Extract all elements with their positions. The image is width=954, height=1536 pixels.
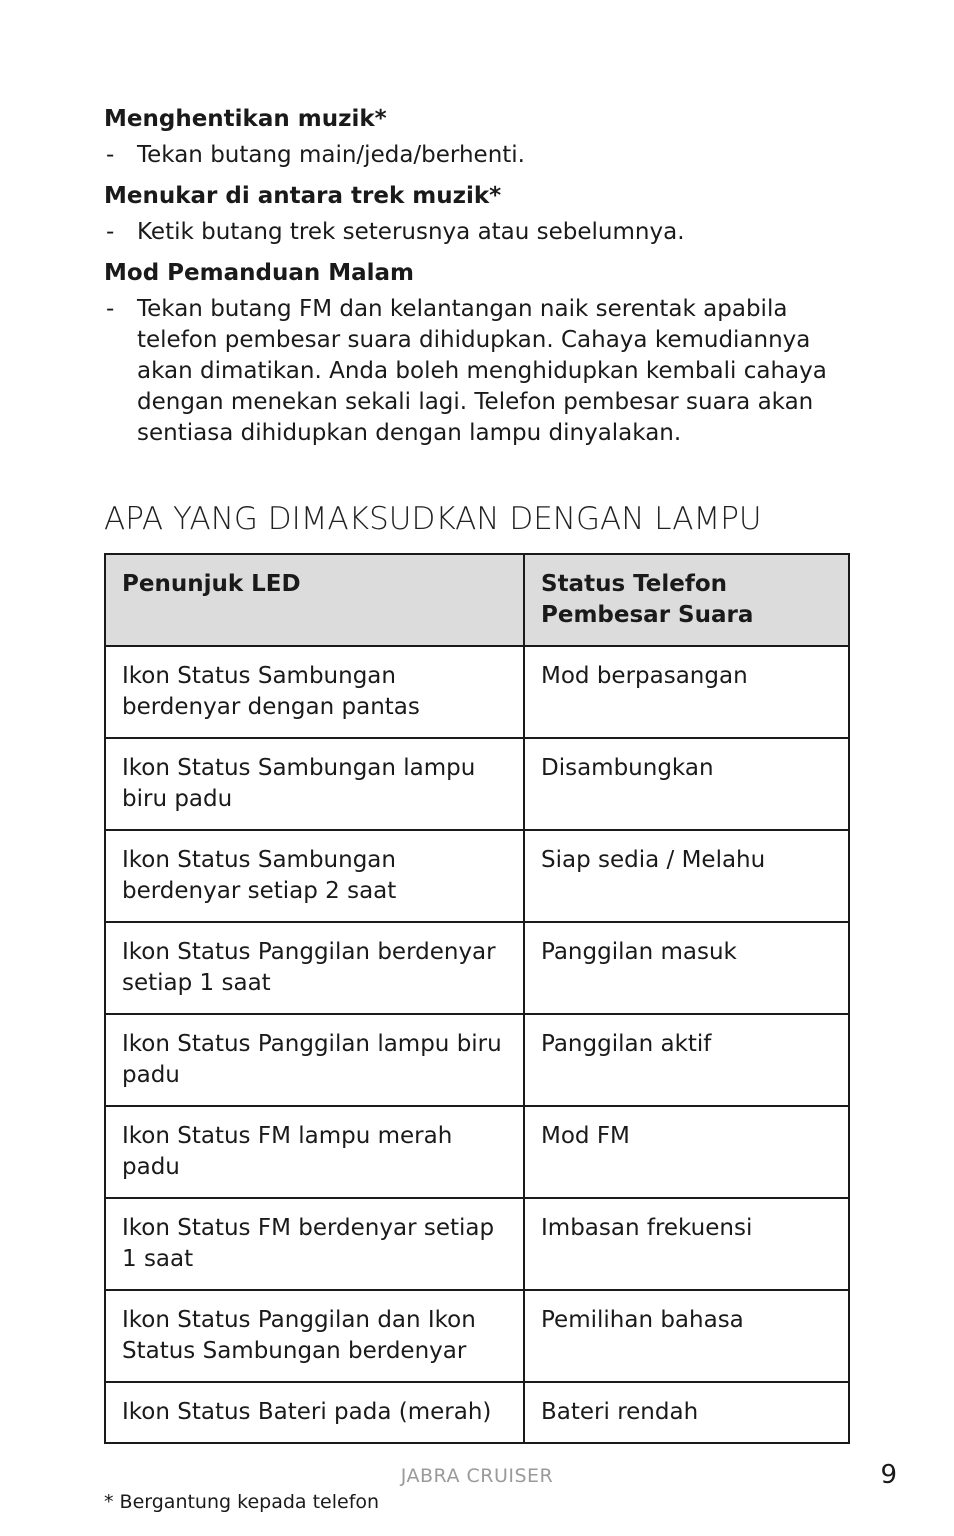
table-cell-led: Ikon Status Sambungan lampu biru padu — [105, 738, 524, 830]
table-row — [105, 646, 849, 738]
table-row — [105, 922, 849, 1014]
table-cell-led: Ikon Status Panggilan lampu biru padu — [105, 1014, 524, 1106]
heading-night-mode: Mod Pemanduan Malam — [104, 260, 414, 286]
table-cell-led: Ikon Status Panggilan berdenyar setiap 1 saat — [105, 922, 524, 1014]
heading-switch-track: Menukar di antara trek muzik* — [104, 183, 502, 209]
table-cell-status: Panggilan aktif — [524, 1014, 849, 1106]
table-cell-led: Ikon Status Sambungan berdenyar dengan pantas — [105, 646, 524, 738]
table-row — [105, 738, 849, 830]
table-row — [105, 1290, 849, 1382]
bullet-dash: - — [106, 219, 115, 245]
table-row — [105, 830, 849, 922]
bullet-night-mode — [104, 294, 850, 449]
page-content — [104, 104, 850, 1444]
section-title: APA YANG DIMAKSUDKAN DENGAN LAMPU — [104, 501, 762, 537]
table-cell-status: Imbasan frekuensi — [524, 1198, 849, 1290]
bullet-switch-track — [104, 217, 850, 248]
bullet-dash: - — [106, 142, 115, 168]
table-cell-led: Ikon Status Panggilan dan Ikon Status Sambungan berdenyar — [105, 1290, 524, 1382]
table-header-led: Penunjuk LED — [105, 554, 524, 646]
table-cell-led: Ikon Status FM berdenyar setiap 1 saat — [105, 1198, 524, 1290]
table-cell-status: Mod FM — [524, 1106, 849, 1198]
table-cell-status: Disambungkan — [524, 738, 849, 830]
table-header-row — [105, 554, 849, 646]
table-cell-led: Ikon Status Bateri pada (merah) — [105, 1382, 524, 1443]
footer-brand: JABRA CRUISER — [400, 1465, 554, 1487]
table-cell-status: Mod berpasangan — [524, 646, 849, 738]
table-row — [105, 1198, 849, 1290]
table-cell-led: Ikon Status FM lampu merah padu — [105, 1106, 524, 1198]
bullet-text: Tekan butang main/jeda/berhenti. — [137, 142, 525, 168]
table-cell-status: Bateri rendah — [524, 1382, 849, 1443]
table-cell-led: Ikon Status Sambungan berdenyar setiap 2 saat — [105, 830, 524, 922]
table-row — [105, 1106, 849, 1198]
bullet-stop-music — [104, 140, 850, 171]
bullet-dash: - — [106, 296, 115, 322]
table-row — [105, 1382, 849, 1443]
page-number: 9 — [880, 1460, 897, 1490]
bullet-text: Tekan butang FM dan kelantangan naik serentak apabila telefon pembesar suara dihidupkan. Cahaya kemudiannya akan dimatikan. Anda boleh menghidupkan kembali cahaya dengan menekan sekali lagi. Telefon pembesar suara akan sentiasa dihidupkan dengan lampu dinyalakan. — [137, 296, 827, 446]
table-cell-status: Panggilan masuk — [524, 922, 849, 1014]
table-cell-status: Siap sedia / Melahu — [524, 830, 849, 922]
led-table — [104, 553, 850, 1444]
table-row — [105, 1014, 849, 1106]
table-header-status: Status Telefon Pembesar Suara — [524, 554, 849, 646]
bullet-text: Ketik butang trek seterusnya atau sebelumnya. — [137, 219, 685, 245]
footnote: * Bergantung kepada telefon — [104, 1491, 380, 1513]
table-cell-status: Pemilihan bahasa — [524, 1290, 849, 1382]
heading-stop-music: Menghentikan muzik* — [104, 106, 387, 132]
